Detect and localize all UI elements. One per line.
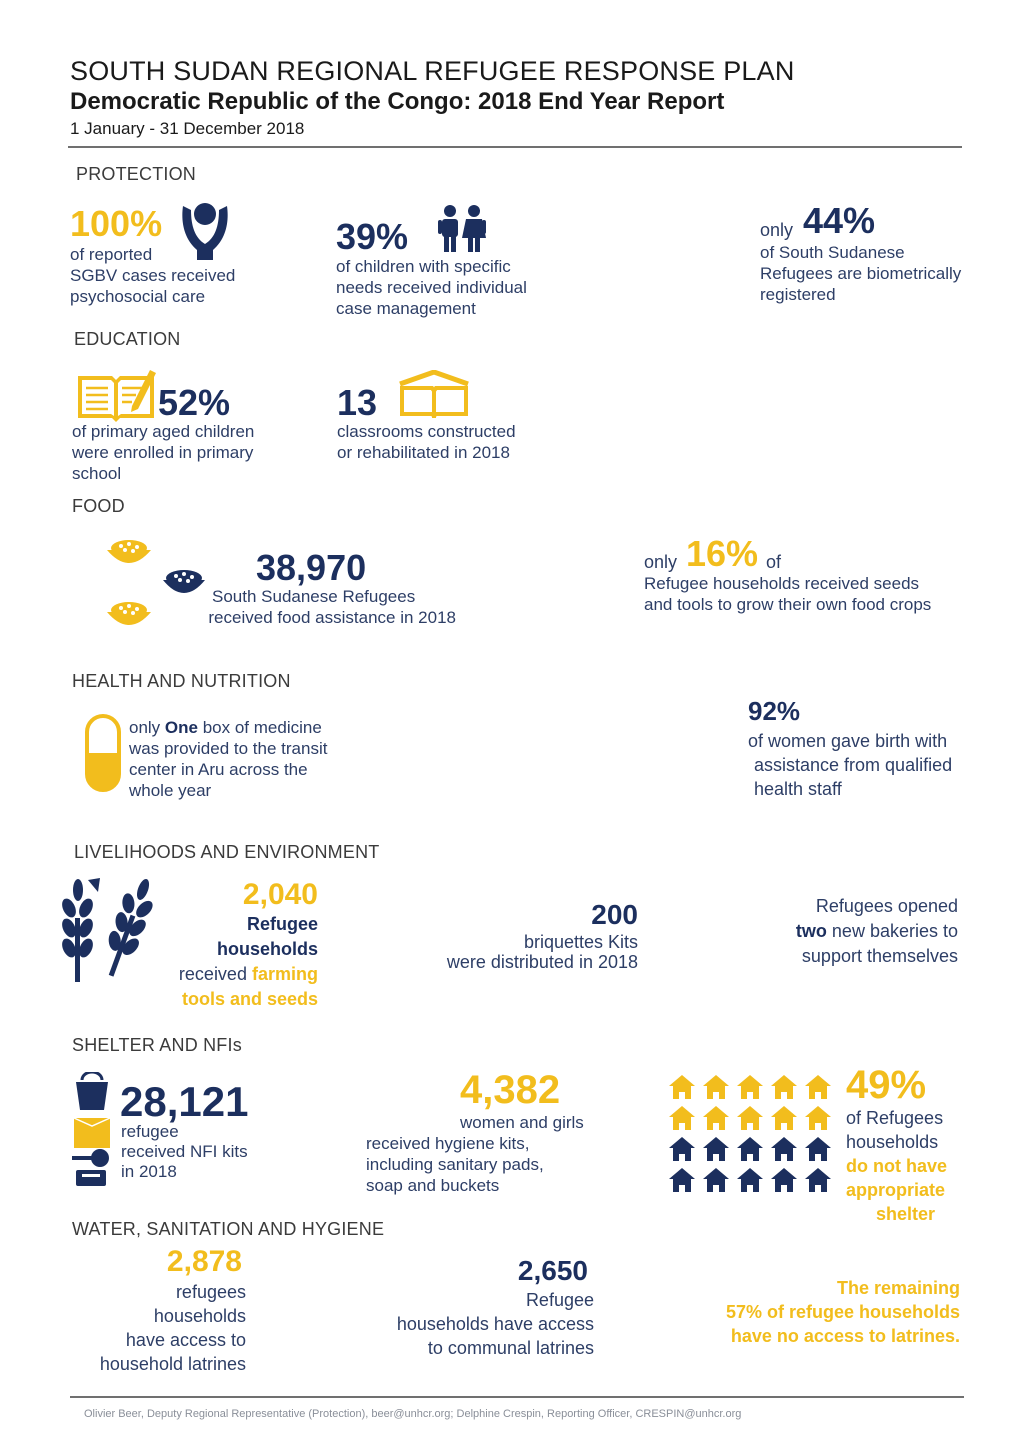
house-icon bbox=[703, 1106, 729, 1130]
section-heading-livelihoods: LIVELIHOODS AND ENVIRONMENT bbox=[74, 842, 380, 862]
births-value: 92% bbox=[748, 696, 801, 726]
seeds-text: Refugee households received seeds and tools to grow their own food crops bbox=[644, 574, 932, 614]
hygiene-block: 4,382 women and girls received hygiene kits, including sanitary pads, soap and buckets bbox=[366, 1068, 584, 1195]
house-icon bbox=[669, 1168, 695, 1192]
house-grid bbox=[668, 1074, 840, 1196]
briquettes-value: 200 bbox=[591, 899, 638, 930]
enrolled-text: of primary aged children were enrolled in primary school bbox=[72, 422, 255, 483]
children-icon bbox=[436, 204, 488, 254]
bakeries-block: Refugees opened two new bakeries to support themselves bbox=[795, 896, 958, 966]
briquettes-block: 200 briquettes Kits were distributed in 2018 bbox=[400, 898, 638, 972]
section-heading-wash: WATER, SANITATION AND HYGIENE bbox=[72, 1219, 385, 1239]
nfi-text: refugee received NFI kits in 2018 bbox=[121, 1122, 248, 1181]
report-subtitle: Democratic Republic of the Congo: 2018 End Year Report bbox=[70, 88, 725, 115]
section-heading-protection: PROTECTION bbox=[76, 164, 197, 184]
communal-latrines-value: 2,650 bbox=[517, 1255, 588, 1286]
footer-divider bbox=[70, 1396, 964, 1398]
seeds-suffix: of bbox=[766, 552, 782, 572]
children-text: of children with specific needs received individual case management bbox=[336, 257, 527, 318]
house-icon bbox=[669, 1106, 695, 1130]
food-assistance-value: 38,970 bbox=[256, 547, 367, 588]
section-heading-education: EDUCATION bbox=[74, 329, 181, 349]
house-icon bbox=[737, 1168, 763, 1192]
communal-latrines-block: 2,650 Refugee households have access to communal latrines bbox=[360, 1254, 594, 1360]
classroom-book-icon bbox=[396, 370, 472, 418]
house-icon bbox=[771, 1137, 797, 1161]
household-latrines-value: 2,878 bbox=[166, 1245, 242, 1278]
house-icon bbox=[771, 1168, 797, 1192]
date-range: 1 January - 31 December 2018 bbox=[70, 119, 305, 138]
biometric-value: 44% bbox=[803, 200, 876, 241]
bakeries-count: two bbox=[795, 921, 827, 941]
house-icon bbox=[737, 1075, 763, 1099]
house-icon bbox=[703, 1168, 729, 1192]
header-divider bbox=[68, 146, 962, 148]
section-heading-health: HEALTH AND NUTRITION bbox=[72, 671, 291, 691]
seeds-value: 16% bbox=[686, 533, 759, 574]
shelter-pct-block: 49% of Refugees households do not have appropriate shelter bbox=[846, 1063, 948, 1224]
house-icon bbox=[737, 1137, 763, 1161]
house-icon bbox=[805, 1137, 831, 1161]
household-latrines-block: 2,878 refugees households have access to household latrines bbox=[70, 1244, 246, 1376]
classrooms-text: classrooms constructed or rehabilitated in 2018 bbox=[337, 422, 516, 462]
no-access-block: The remaining 57% of refugee households have no access to latrines. bbox=[725, 1278, 960, 1346]
farming-block: 2,040 Refugee households received farming tools and seeds bbox=[150, 878, 318, 1012]
sgbv-text: of reported SGBV cases received psychosocial care bbox=[70, 245, 236, 306]
pill-icon bbox=[85, 714, 121, 792]
house-icon bbox=[669, 1137, 695, 1161]
section-heading-food: FOOD bbox=[72, 496, 125, 516]
nfi-value: 28,121 bbox=[120, 1078, 249, 1125]
sgbv-value: 100% bbox=[70, 203, 163, 244]
section-heading-shelter: SHELTER AND NFIs bbox=[72, 1035, 242, 1055]
shelter-pct-value: 49% bbox=[846, 1063, 927, 1107]
seeds-prefix: only bbox=[644, 552, 678, 572]
biometric-text: of South Sudanese Refugees are biometrically registered bbox=[760, 243, 962, 304]
enrolled-value: 52% bbox=[158, 382, 231, 423]
farming-value: 2,040 bbox=[242, 878, 318, 911]
medicine-count: One bbox=[164, 718, 198, 737]
footer-credits: Olivier Beer, Deputy Regional Representative (Protection), beer@unhcr.org; Delphine Crespin, Reporting Officer, CRESPIN@unhcr.org bbox=[84, 1408, 742, 1420]
house-icon bbox=[805, 1075, 831, 1099]
house-icon bbox=[703, 1075, 729, 1099]
hygiene-value: 4,382 bbox=[460, 1068, 561, 1112]
house-icon bbox=[669, 1075, 695, 1099]
house-icon bbox=[771, 1075, 797, 1099]
food-assistance-text: South Sudanese Refugees received food assistance in 2018 bbox=[208, 587, 456, 627]
report-title: SOUTH SUDAN REGIONAL REFUGEE RESPONSE PLAN bbox=[70, 56, 795, 86]
medicine-text: only One box of medicine was provided to the transit center in Aru across the whole year bbox=[129, 718, 328, 800]
house-icon bbox=[737, 1106, 763, 1130]
house-icon bbox=[703, 1137, 729, 1161]
biometric-prefix: only bbox=[760, 220, 794, 240]
house-icon bbox=[771, 1106, 797, 1130]
house-icon bbox=[805, 1106, 831, 1130]
children-value: 39% bbox=[336, 216, 409, 257]
house-icon bbox=[805, 1168, 831, 1192]
births-text: of women gave birth with assistance from qualified health staff bbox=[748, 731, 953, 799]
book-pencil-icon bbox=[76, 368, 156, 424]
nfi-kit-icon bbox=[70, 1072, 114, 1188]
classrooms-value: 13 bbox=[337, 382, 378, 423]
